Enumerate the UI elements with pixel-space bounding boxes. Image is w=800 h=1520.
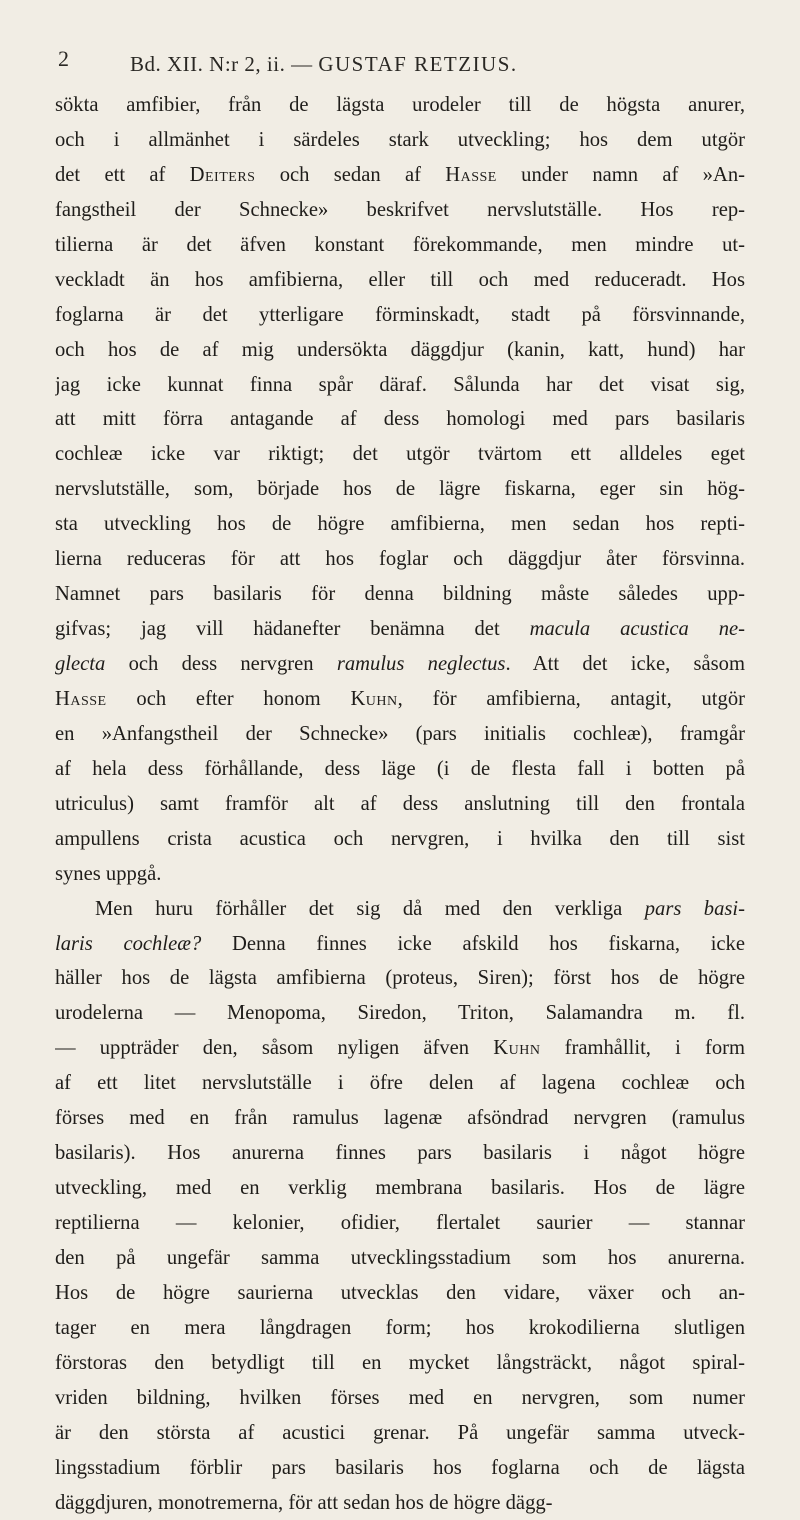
text-line: lierna reduceras för att hos foglar och däggdjur åter försvinna. — [55, 542, 745, 577]
text-line: utveckling, med en verklig membrana basilaris. Hos de lägre — [55, 1171, 745, 1206]
text-line: att mitt förra antagande af dess homologi med pars basilaris — [55, 402, 745, 437]
page-header — [58, 52, 740, 82]
text-line: Hasse och efter honom Kuhn, för amfibierna, antagit, utgör — [55, 682, 745, 717]
volume-reference: Bd. XII. N:r 2, ii. — [130, 52, 285, 76]
text-line: ampullens crista acustica och nervgren, i hvilka den till sist — [55, 822, 745, 857]
text-line: den på ungefär samma utvecklingsstadium som hos anurerna. — [55, 1241, 745, 1276]
text-line: fangstheil der Schnecke» beskrifvet nervslutställe. Hos rep- — [55, 193, 745, 228]
text-line: synes uppgå. — [55, 857, 745, 892]
text-line: och i allmänhet i särdeles stark utveckling; hos dem utgör — [55, 123, 745, 158]
text-line: af hela dess förhållande, dess läge (i de flesta fall i botten på — [55, 752, 745, 787]
text-line: förses med en från ramulus lagenæ afsöndrad nervgren (ramulus — [55, 1101, 745, 1136]
text-line: reptilierna — kelonier, ofidier, flertalet saurier — stannar — [55, 1206, 745, 1241]
text-line: vriden bildning, hvilken förses med en nervgren, som numer — [55, 1381, 745, 1416]
text-line: sökta amfibier, från de lägsta urodeler till de högsta anurer, — [55, 88, 745, 123]
text-line: det ett af Deiters och sedan af Hasse under namn af »An- — [55, 158, 745, 193]
author-name: GUSTAF RETZIUS. — [318, 52, 517, 76]
text-line: laris cochleæ? Denna finnes icke afskild hos fiskarna, icke — [55, 927, 745, 962]
text-line: foglarna är det ytterligare förminskadt, stadt på försvinnande, — [55, 298, 745, 333]
text-line: är den största af acustici grenar. På ungefär samma utveck- — [55, 1416, 745, 1451]
text-line: gifvas; jag vill hädanefter benämna det macula acustica ne- — [55, 612, 745, 647]
text-line: urodelerna — Menopoma, Siredon, Triton, Salamandra m. fl. — [55, 996, 745, 1031]
body-text — [55, 88, 745, 1520]
text-line: och hos de af mig undersökta däggdjur (kanin, katt, hund) har — [55, 333, 745, 368]
page-number: 2 — [58, 46, 70, 72]
running-head — [130, 52, 518, 77]
text-line: förstoras den betydligt till en mycket långsträckt, något spiral- — [55, 1346, 745, 1381]
text-line: cochleæ icke var riktigt; det utgör tvärtom ett alldeles eget — [55, 437, 745, 472]
header-dash: — — [291, 52, 313, 76]
text-line: Hos de högre saurierna utvecklas den vidare, växer och an- — [55, 1276, 745, 1311]
text-line: en »Anfangstheil der Schnecke» (pars initialis cochleæ), framgår — [55, 717, 745, 752]
text-line: utriculus) samt framför alt af dess anslutning till den frontala — [55, 787, 745, 822]
text-line: tager en mera långdragen form; hos krokodilierna slutligen — [55, 1311, 745, 1346]
text-line: däggdjuren, monotremerna, för att sedan hos de högre dägg- — [55, 1486, 745, 1520]
text-line: jag icke kunnat finna spår däraf. Sålunda har det visat sig, — [55, 368, 745, 403]
text-line: af ett litet nervslutställe i öfre delen af lagena cochleæ och — [55, 1066, 745, 1101]
text-line: veckladt än hos amfibierna, eller till och med reduceradt. Hos — [55, 263, 745, 298]
text-line: glecta och dess nervgren ramulus neglectus. Att det icke, såsom — [55, 647, 745, 682]
text-line: Namnet pars basilaris för denna bildning måste således upp- — [55, 577, 745, 612]
text-line: Men huru förhåller det sig då med den verkliga pars basi- — [55, 892, 745, 927]
text-line: nervslutställe, som, började hos de lägre fiskarna, eger sin hög- — [55, 472, 745, 507]
text-line: tilierna är det äfven konstant förekommande, men mindre ut- — [55, 228, 745, 263]
text-line: lingsstadium förblir pars basilaris hos foglarna och de lägsta — [55, 1451, 745, 1486]
text-line: — uppträder den, såsom nyligen äfven Kuhn framhållit, i form — [55, 1031, 745, 1066]
text-line: basilaris). Hos anurerna finnes pars basilaris i något högre — [55, 1136, 745, 1171]
text-line: sta utveckling hos de högre amfibierna, men sedan hos repti- — [55, 507, 745, 542]
text-line: häller hos de lägsta amfibierna (proteus, Siren); först hos de högre — [55, 961, 745, 996]
